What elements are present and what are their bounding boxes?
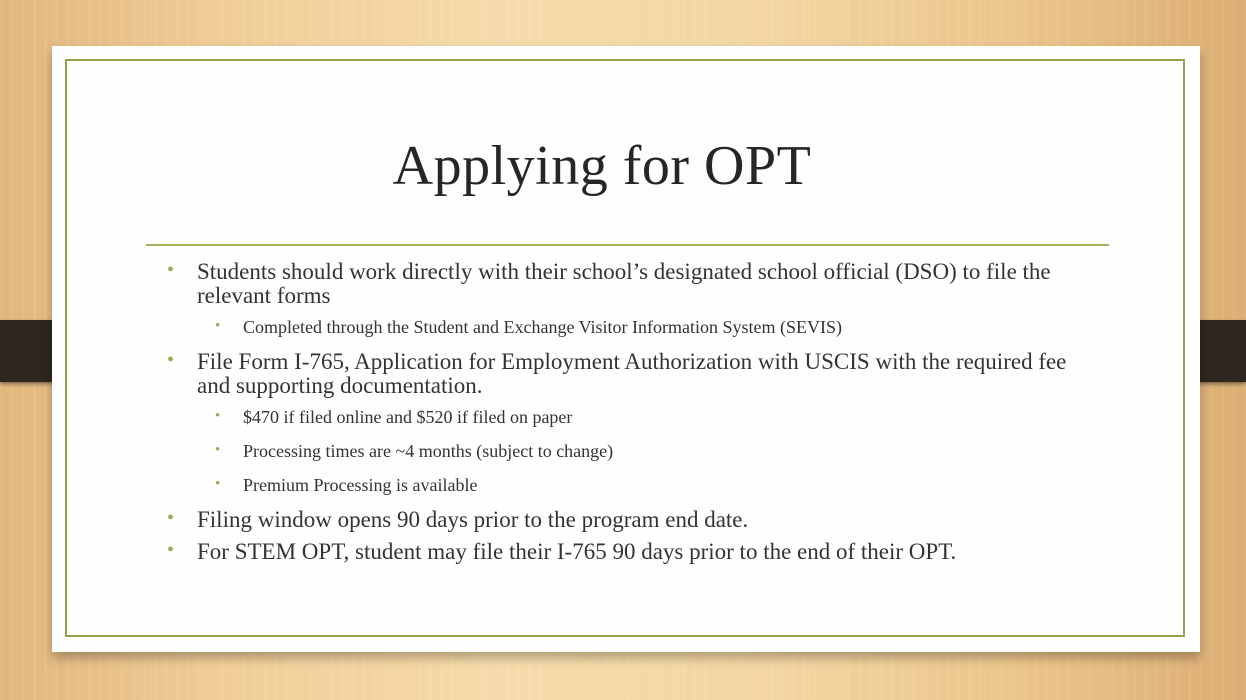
slide [52,46,1200,652]
sub-bullet-text: Premium Processing is available [243,475,478,495]
bullet-icon: • [215,476,221,492]
sub-bullet-item [167,474,1067,496]
bullet-icon: • [167,539,175,561]
bullet-icon: • [167,259,175,281]
sub-bullet-text: Processing times are ~4 months (subject to change) [243,441,614,461]
sub-bullet-item [167,316,1067,338]
title-divider [146,244,1109,246]
bullet-text: File Form I-765, Application for Employment Authorization with USCIS with the required fee and supporting documentation. [197,349,1067,398]
sub-bullet-text: $470 if filed online and $520 if filed on paper [243,407,573,427]
sub-bullet-text: Completed through the Student and Exchange Visitor Information System (SEVIS) [243,317,843,337]
bullet-item [167,350,1067,398]
bullet-text: For STEM OPT, student may file their I-765 90 days prior to the end of their OPT. [197,539,957,564]
bullet-item [167,260,1067,308]
bullet-text: Filing window opens 90 days prior to the program end date. [197,507,749,532]
bullet-icon: • [167,507,175,529]
sub-bullet-item [167,440,1067,462]
slide-title: Applying for OPT [392,135,812,197]
bullet-icon: • [215,408,221,424]
bullet-item [167,508,1067,532]
bullet-item [167,540,1067,564]
sub-bullet-item [167,406,1067,428]
bullet-icon: • [215,442,221,458]
bullet-text: Students should work directly with their school’s designated school official (DSO) to file the relevant forms [197,259,1051,308]
bullet-icon: • [215,318,221,334]
bullet-list [167,260,1067,572]
bullet-icon: • [167,349,175,371]
